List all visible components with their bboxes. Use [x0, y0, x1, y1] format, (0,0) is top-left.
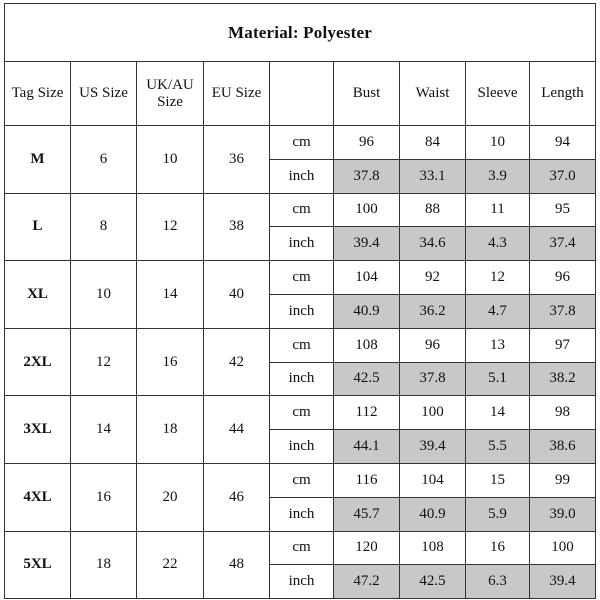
inch-length-cell: 37.0 [530, 159, 596, 193]
cm-unit-cell: cm [270, 463, 334, 497]
inch-sleeve-cell: 5.9 [466, 497, 530, 531]
inch-waist-cell: 39.4 [400, 430, 466, 464]
table-row [5, 531, 596, 565]
cm-unit-cell: cm [270, 396, 334, 430]
cm-length-cell: 96 [530, 261, 596, 295]
header-unit [270, 62, 334, 126]
tag-size-cell: 4XL [5, 463, 71, 531]
header-uk-au-size: UK/AU Size [137, 62, 204, 126]
inch-unit-cell: inch [270, 159, 334, 193]
tag-size-cell: L [5, 193, 71, 261]
inch-unit-cell: inch [270, 497, 334, 531]
inch-sleeve-cell: 5.5 [466, 430, 530, 464]
cm-sleeve-cell: 11 [466, 193, 530, 227]
us-size-cell: 18 [71, 531, 137, 599]
cm-bust-cell: 116 [334, 463, 400, 497]
size-chart [4, 3, 595, 597]
cm-unit-cell: cm [270, 328, 334, 362]
uk-au-size-cell: 12 [137, 193, 204, 261]
cm-waist-cell: 104 [400, 463, 466, 497]
header-us-size: US Size [71, 62, 137, 126]
inch-length-cell: 39.4 [530, 565, 596, 599]
inch-sleeve-cell: 4.7 [466, 294, 530, 328]
cm-length-cell: 95 [530, 193, 596, 227]
header-length: Length [530, 62, 596, 126]
cm-sleeve-cell: 10 [466, 126, 530, 160]
inch-sleeve-cell: 6.3 [466, 565, 530, 599]
header-waist: Waist [400, 62, 466, 126]
tag-size-cell: 2XL [5, 328, 71, 396]
cm-bust-cell: 96 [334, 126, 400, 160]
cm-length-cell: 98 [530, 396, 596, 430]
cm-length-cell: 100 [530, 531, 596, 565]
table-row [5, 328, 596, 362]
cm-unit-cell: cm [270, 193, 334, 227]
table-row [5, 261, 596, 295]
inch-sleeve-cell: 3.9 [466, 159, 530, 193]
cm-waist-cell: 92 [400, 261, 466, 295]
inch-bust-cell: 37.8 [334, 159, 400, 193]
inch-bust-cell: 44.1 [334, 430, 400, 464]
cm-bust-cell: 100 [334, 193, 400, 227]
tag-size-cell: XL [5, 261, 71, 329]
table-row [5, 126, 596, 160]
eu-size-cell: 48 [204, 531, 270, 599]
inch-length-cell: 37.8 [530, 294, 596, 328]
cm-sleeve-cell: 15 [466, 463, 530, 497]
cm-bust-cell: 108 [334, 328, 400, 362]
header-bust: Bust [334, 62, 400, 126]
cm-waist-cell: 96 [400, 328, 466, 362]
inch-bust-cell: 47.2 [334, 565, 400, 599]
inch-length-cell: 37.4 [530, 227, 596, 261]
size-table [4, 3, 596, 599]
inch-bust-cell: 45.7 [334, 497, 400, 531]
cm-waist-cell: 84 [400, 126, 466, 160]
tag-size-cell: 3XL [5, 396, 71, 464]
eu-size-cell: 38 [204, 193, 270, 261]
cm-unit-cell: cm [270, 531, 334, 565]
us-size-cell: 6 [71, 126, 137, 194]
cm-length-cell: 94 [530, 126, 596, 160]
uk-au-size-cell: 14 [137, 261, 204, 329]
cm-sleeve-cell: 12 [466, 261, 530, 295]
header-tag-size: Tag Size [5, 62, 71, 126]
cm-bust-cell: 120 [334, 531, 400, 565]
us-size-cell: 8 [71, 193, 137, 261]
eu-size-cell: 42 [204, 328, 270, 396]
inch-bust-cell: 40.9 [334, 294, 400, 328]
inch-bust-cell: 42.5 [334, 362, 400, 396]
table-title: Material: Polyester [5, 4, 596, 62]
eu-size-cell: 40 [204, 261, 270, 329]
inch-unit-cell: inch [270, 227, 334, 261]
inch-unit-cell: inch [270, 565, 334, 599]
us-size-cell: 16 [71, 463, 137, 531]
cm-sleeve-cell: 14 [466, 396, 530, 430]
table-row [5, 193, 596, 227]
inch-waist-cell: 36.2 [400, 294, 466, 328]
cm-length-cell: 99 [530, 463, 596, 497]
tag-size-cell: M [5, 126, 71, 194]
uk-au-size-cell: 16 [137, 328, 204, 396]
table-row [5, 463, 596, 497]
uk-au-size-cell: 22 [137, 531, 204, 599]
inch-waist-cell: 40.9 [400, 497, 466, 531]
us-size-cell: 12 [71, 328, 137, 396]
uk-au-size-cell: 20 [137, 463, 204, 531]
us-size-cell: 10 [71, 261, 137, 329]
cm-waist-cell: 88 [400, 193, 466, 227]
uk-au-size-cell: 18 [137, 396, 204, 464]
inch-unit-cell: inch [270, 430, 334, 464]
eu-size-cell: 36 [204, 126, 270, 194]
cm-unit-cell: cm [270, 261, 334, 295]
cm-length-cell: 97 [530, 328, 596, 362]
us-size-cell: 14 [71, 396, 137, 464]
eu-size-cell: 44 [204, 396, 270, 464]
cm-sleeve-cell: 13 [466, 328, 530, 362]
inch-unit-cell: inch [270, 294, 334, 328]
table-row [5, 396, 596, 430]
inch-waist-cell: 34.6 [400, 227, 466, 261]
inch-sleeve-cell: 5.1 [466, 362, 530, 396]
cm-waist-cell: 108 [400, 531, 466, 565]
inch-length-cell: 39.0 [530, 497, 596, 531]
eu-size-cell: 46 [204, 463, 270, 531]
header-eu-size: EU Size [204, 62, 270, 126]
tag-size-cell: 5XL [5, 531, 71, 599]
inch-unit-cell: inch [270, 362, 334, 396]
cm-unit-cell: cm [270, 126, 334, 160]
cm-sleeve-cell: 16 [466, 531, 530, 565]
header-sleeve: Sleeve [466, 62, 530, 126]
inch-waist-cell: 33.1 [400, 159, 466, 193]
inch-length-cell: 38.2 [530, 362, 596, 396]
inch-sleeve-cell: 4.3 [466, 227, 530, 261]
cm-waist-cell: 100 [400, 396, 466, 430]
inch-waist-cell: 42.5 [400, 565, 466, 599]
uk-au-size-cell: 10 [137, 126, 204, 194]
inch-waist-cell: 37.8 [400, 362, 466, 396]
cm-bust-cell: 104 [334, 261, 400, 295]
inch-bust-cell: 39.4 [334, 227, 400, 261]
cm-bust-cell: 112 [334, 396, 400, 430]
inch-length-cell: 38.6 [530, 430, 596, 464]
